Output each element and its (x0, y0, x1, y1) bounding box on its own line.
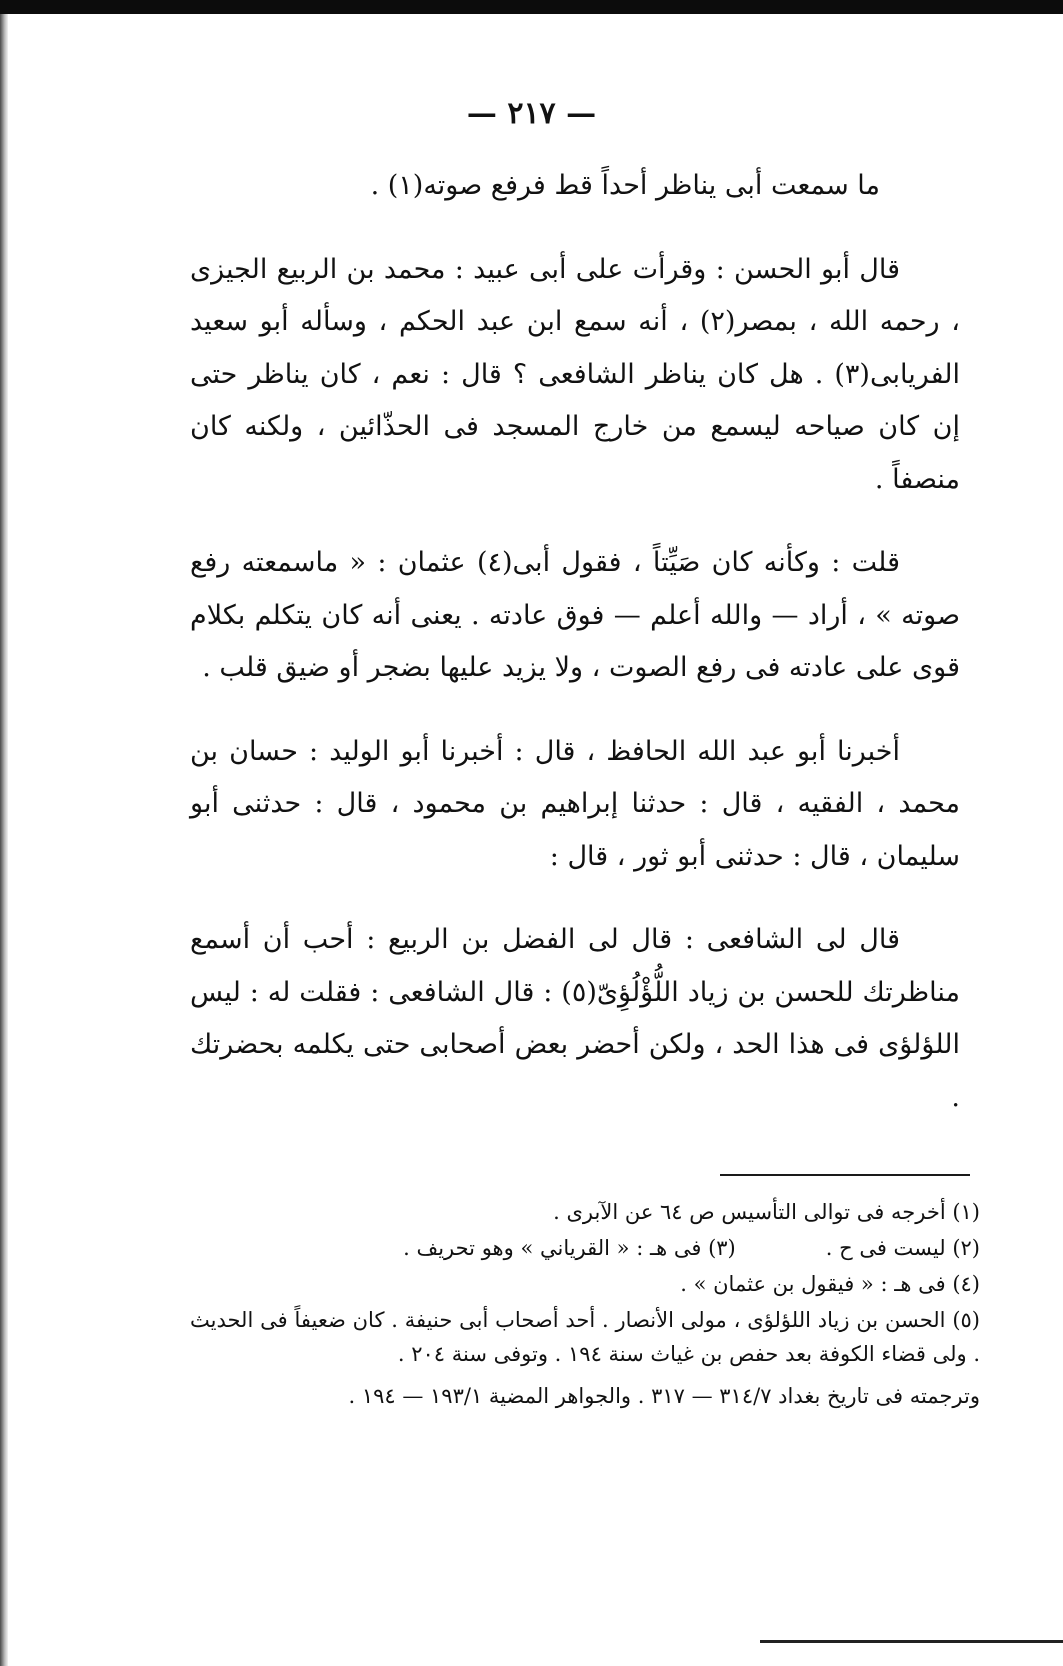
paragraph-5: قال لى الشافعى : قال لى الفضل بن الربيع : أحب أن أسمع مناظرتك للحسن بن زياد اللُّؤْلُؤِىّ(٥) : قال الشافعى : فقلت له : ليس اللؤلؤى فى هذا الحد ، ولكن أحضر بعض أصحابى حتى يكلمه بحضرتك . (190, 924, 960, 1113)
footnote-separator (720, 1174, 970, 1176)
footnote-row-2-3 (190, 1231, 980, 1265)
paragraph-4: أخبرنا أبو عبد الله الحافظ ، قال : أخبرنا أبو الوليد : حسان بن محمد ، الفقيه ، قال : حدثنا إبراهيم بن محمود ، قال : حدثنى أبو سليمان ، قال : حدثنى أبو ثور ، قال : (190, 735, 960, 872)
main-text (190, 160, 960, 1155)
footnote-4: (٤) فى هـ : « فيقول بن عثمان » . (680, 1272, 980, 1296)
footnote-5-continuation: وترجمته فى تاريخ بغداد ٣١٤/٧ — ٣١٧ . والجواهر المضية ١٩٣/١ — ١٩٤ . (348, 1384, 980, 1408)
footnote-3: (٣) فى هـ : « القرياني » وهو تحريف . (403, 1236, 736, 1260)
scan-left-edge (0, 14, 8, 1666)
paragraph-1: ما سمعت أبى يناظر أحداً قط فرفع صوته(١) . (370, 170, 880, 201)
footnote-5: (٥) الحسن بن زياد اللؤلؤى ، مولى الأنصار . أحد أصحاب أبى حنيفة . كان ضعيفاً فى الحديث . ولى قضاء الكوفة بعد حفص بن غياث سنة ١٩٤ . وتوفى سنة ٢٠٤ . (190, 1308, 980, 1366)
footnotes (190, 1195, 980, 1413)
page-number: — ٢١٧ — (466, 96, 597, 131)
scan-top-border (0, 0, 1063, 14)
scan-bottom-edge (760, 1640, 1063, 1643)
footnote-2: (٢) ليست فى ح . (825, 1236, 980, 1260)
footnote-1: (١) أخرجه فى توالى التأسيس ص ٦٤ عن الآبرى . (553, 1200, 980, 1224)
paragraph-3: قلت : وكأنه كان صَيِّتاً ، فقول أبى(٤) عثمان : « ماسمعته رفع صوته » ، أراد — والله أعلم — فوق عادته . يعنى أنه كان يتكلم بكلام قوى على عادته فى رفع الصوت ، ولا يزيد عليها بضجر أو ضيق قلب . (190, 547, 960, 683)
paragraph-2: قال أبو الحسن : وقرأت على أبى عبيد : محمد بن الربيع الجيزى ، رحمه الله ، بمصر(٢) ، أنه سمع ابن عبد الحكم ، وسأله أبو سعيد الفريابى(٣) . هل كان يناظر الشافعى ؟ قال : نعم ، كان يناظر حتى إن كان صياحه ليسمع من خارج المسجد فى الحذّائين ، ولكنه كان منصفاً . (190, 253, 960, 495)
